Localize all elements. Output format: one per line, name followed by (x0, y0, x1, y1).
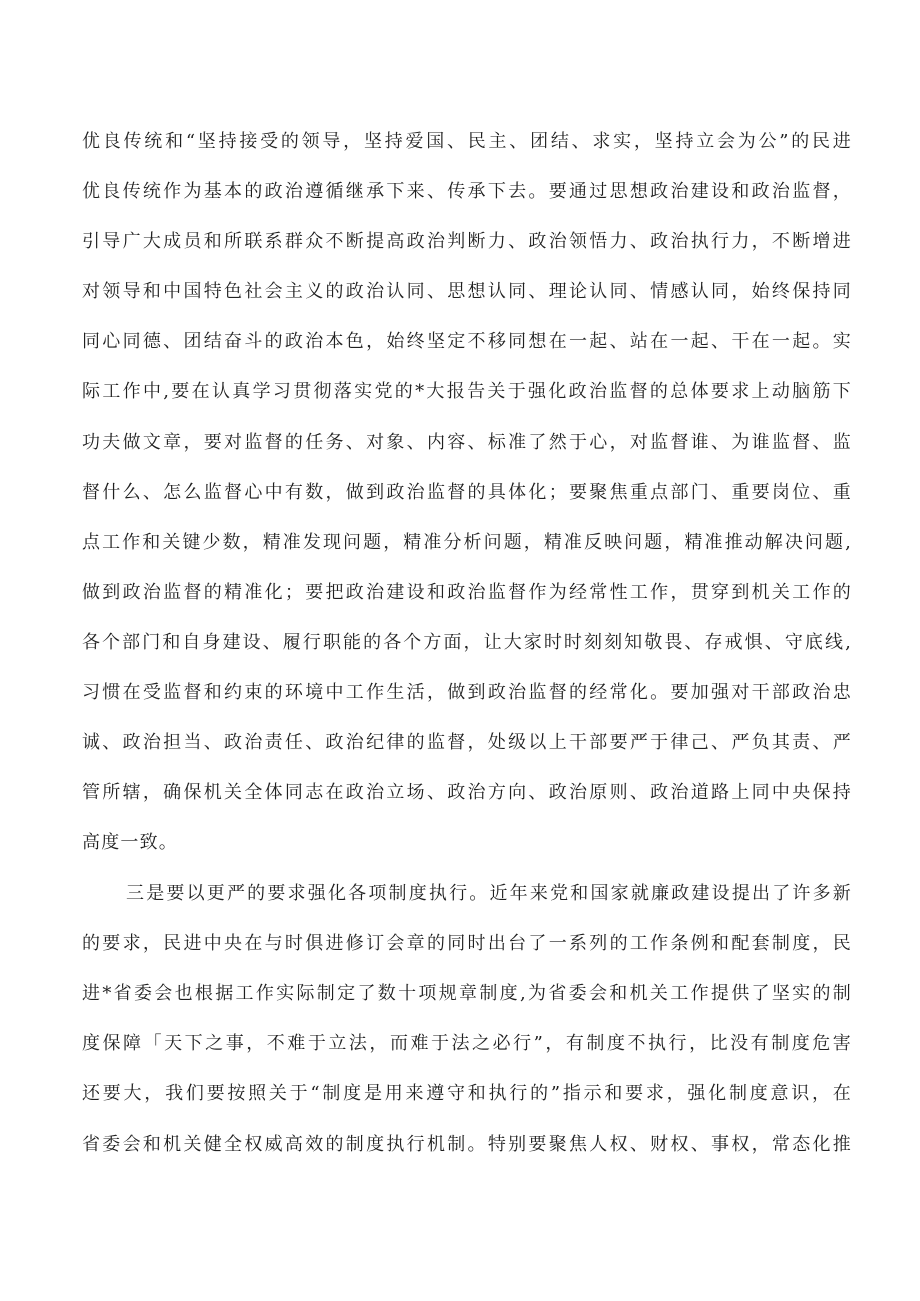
paragraph-2-line: 进*省委会也根据工作实际制定了数十项规章制度,为省委会和机关工作提供了坚实的制 (82, 983, 852, 1004)
paragraph-1-line: 对领导和中国特色社会主义的政治认同、思想认同、理论认同、情感认同，始终保持同 (82, 281, 852, 302)
paragraph-1-line: 优良传统作为基本的政治遵循继承下来、传承下去。要通过思想政治建设和政治监督， (82, 181, 852, 202)
paragraph-1-line: 做到政治监督的精准化；要把政治建设和政治监督作为经常性工作，贯穿到机关工作的 (82, 582, 852, 603)
paragraph-1-line: 优良传统和“坚持接受的领导，坚持爱国、民主、团结、求实，坚持立会为公”的民进 (82, 131, 852, 152)
paragraph-2-line: 度保障「天下之事，不难于立法，而难于法之必行”，有制度不执行，比没有制度危害 (82, 1033, 852, 1054)
paragraph-1-line: 诚、政治担当、政治责任、政治纪律的监督，处级以上干部要严于律己、严负其责、严 (82, 732, 852, 753)
paragraph-1-line: 点工作和关键少数，精准发现问题，精准分析问题，精准反映问题，精准推动解决问题, (82, 532, 852, 553)
paragraph-1-line: 功夫做文章，要对监督的任务、对象、内容、标准了然于心，对监督谁、为谁监督、监 (82, 432, 852, 453)
paragraph-2-line: 还要大，我们要按照关于“制度是用来遵守和执行的”指示和要求，强化制度意识，在 (82, 1083, 852, 1104)
paragraph-1-line: 各个部门和自身建设、履行职能的各个方面，让大家时时刻刻知敬畏、存戒惧、守底线, (82, 632, 852, 653)
paragraph-1-line: 同心同德、团结奋斗的政治本色，始终坚定不移同想在一起、站在一起、干在一起。实 (82, 331, 852, 352)
paragraph-2-line: 的要求，民进中央在与时俱进修订会章的同时出台了一系列的工作条例和配套制度，民 (82, 933, 852, 954)
paragraph-1-line: 习惯在受监督和约束的环境中工作生活，做到政治监督的经常化。要加强对干部政治忠 (82, 682, 852, 703)
paragraph-1-line: 际工作中,要在认真学习贯彻落实党的*大报告关于强化政治监督的总体要求上动脑筋下 (82, 381, 852, 402)
paragraph-1-line: 管所辖，确保机关全体同志在政治立场、政治方向、政治原则、政治道路上同中央保持 (82, 782, 852, 803)
paragraph-2-line: 三是要以更严的要求强化各项制度执行。近年来党和国家就廉政建设提出了许多新 (126, 883, 852, 904)
paragraph-1-line: 引导广大成员和所联系群众不断提高政治判断力、政治领悟力、政治执行力，不断增进 (82, 231, 852, 252)
paragraph-1-line: 高度一致。 (82, 832, 178, 853)
paragraph-2-line: 省委会和机关健全权威高效的制度执行机制。特别要聚焦人权、财权、事权，常态化推 (82, 1134, 852, 1155)
paragraph-1-line: 督什么、怎么监督心中有数，做到政治监督的具体化；要聚焦重点部门、重要岗位、重 (82, 482, 852, 503)
